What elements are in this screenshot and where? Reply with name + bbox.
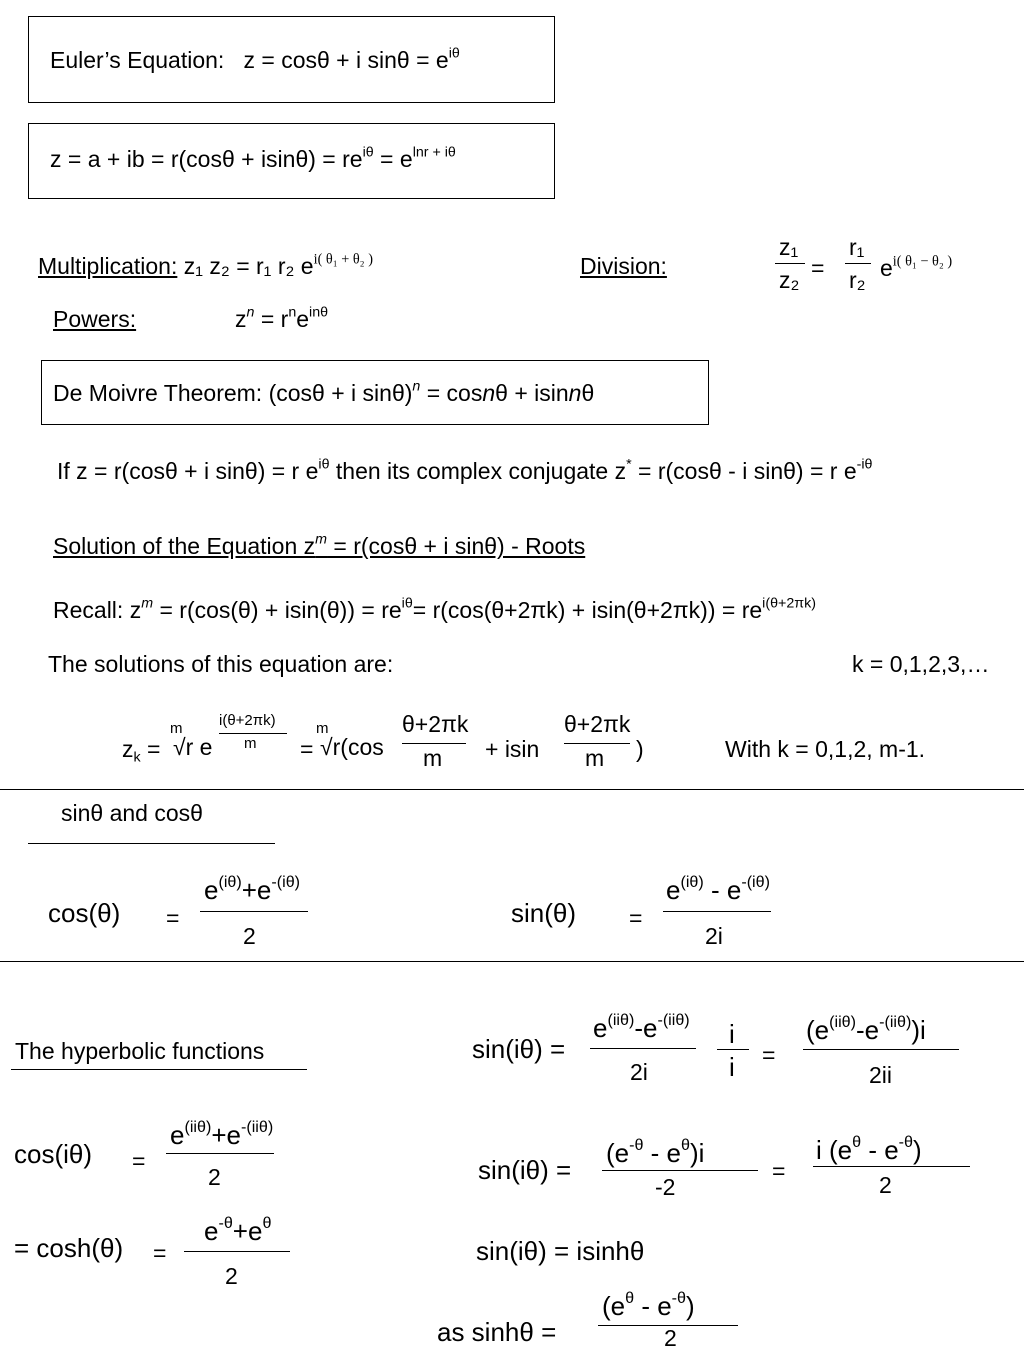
euler-equation (50, 45, 460, 73)
demoivre-end: θ (581, 380, 595, 406)
sincos-title-underline (28, 843, 275, 844)
sin-i-right-num-2: i $(e^\theta - e^{-\theta})$ (816, 1132, 922, 1165)
solution-title-text1: Solution of the Equation z (53, 533, 316, 559)
cosh-equals: = (153, 1240, 167, 1266)
cos-numerator: $e^{(i\theta)}+e^{-(i\theta)}$ (204, 872, 301, 905)
sin-denominator: 2i (705, 923, 723, 949)
recall-text2: = r(cos(θ) + isin(θ)) = re (153, 597, 402, 623)
euler-formula: z = cosθ + i sinθ = e (243, 47, 449, 73)
powers-e: e (296, 306, 310, 332)
demoivre-n1: n (482, 380, 496, 406)
sin-equals: = (629, 905, 643, 931)
roots-frac1-den: m (423, 745, 443, 771)
division-num-r: r₁ (849, 234, 865, 260)
cos-frac-line (200, 911, 308, 912)
recall-line (53, 595, 816, 623)
conjugate-star: * (626, 456, 632, 473)
sincos-title: sinθ and cosθ (61, 800, 203, 826)
roots-frac1-num: θ+2πk (402, 711, 469, 737)
sin-i-label-1: sin(iθ) = (472, 1034, 566, 1064)
sin-i-right-line-1 (803, 1049, 959, 1050)
roots-root-index-1: m (170, 720, 183, 737)
cos-denominator: 2 (243, 923, 256, 949)
conjugate-text2: then its complex conjugate z (329, 458, 627, 484)
sin-frac-line (663, 911, 771, 912)
hyperbolic-title: The hyperbolic functions (15, 1038, 265, 1064)
division-num-z: z₁ (779, 234, 799, 260)
sin-numerator: $e^{(i\theta)} - e^{-(i\theta)}$ (666, 872, 770, 905)
sin-i-right-den-1: 2ii (869, 1062, 893, 1088)
sin-i-frac-line-2 (602, 1170, 758, 1171)
polar-equation (50, 144, 456, 172)
conjugate-line (57, 456, 873, 484)
conjugate-exp1: iθ (318, 456, 330, 473)
cos-i-equals: = (132, 1148, 146, 1174)
division-label: Division: (580, 253, 667, 279)
roots-root-1: √r e (173, 734, 213, 760)
euler-label: Euler’s Equation: (50, 47, 225, 73)
cosh-denominator: 2 (225, 1263, 238, 1289)
cos-i-frac-line (166, 1153, 274, 1154)
sin-i-i-num: i (729, 1019, 735, 1049)
conjugate-text3: = r(cosθ - i sinθ) = r e (631, 458, 857, 484)
cos-i-denominator: 2 (208, 1164, 221, 1190)
division-frac-line-r (845, 263, 871, 264)
powers-label: Powers: (53, 306, 137, 332)
recall-m: m (141, 595, 154, 612)
division-den-r: r₂ (849, 267, 866, 293)
sin-i-denominator-2: -2 (655, 1174, 676, 1200)
demoivre-mid: θ + isin (495, 380, 569, 406)
solution-title-m: m (315, 531, 328, 548)
sin-i-i-den: i (729, 1052, 735, 1082)
solution-title-text2: = r(cosθ + i sinθ) - Roots (327, 533, 586, 559)
cos-i-label: cos(iθ) (14, 1139, 93, 1169)
cosh-frac-line (184, 1251, 290, 1252)
powers-n: n (246, 304, 255, 321)
cosh-numerator: $e^{-\theta}+e^\theta$ (204, 1213, 272, 1246)
conjugate-text1: If z = r(cosθ + i sinθ) = r e (57, 458, 319, 484)
roots-close: ) (636, 736, 644, 762)
powers-formula (235, 304, 329, 332)
sin-i-right-den-2: 2 (879, 1172, 892, 1198)
division-equals: = (811, 255, 825, 281)
cosh-label: = cosh(θ) (14, 1233, 124, 1263)
recall-text3: = r(cos(θ+2πk) + isin(θ+2πk)) = re (412, 597, 763, 623)
conjugate-exp2: -iθ (856, 456, 873, 473)
roots-k: k (133, 749, 141, 766)
sin-i-equals-2: = (772, 1158, 786, 1184)
polar-mid: = e (373, 146, 413, 172)
demoivre-text: De Moivre Theorem: (cosθ + i sinθ) (53, 380, 413, 406)
recall-exp2: i(θ+2πk) (762, 595, 816, 612)
hyperbolic-title-underline (11, 1069, 307, 1070)
roots-with-k: With k = 0,1,2, m-1. (725, 736, 926, 762)
division-exp: i( θ₁ − θ₂ ) (892, 253, 953, 270)
polar-exp2: lnr + iθ (412, 144, 456, 161)
demoivre-exp: n (412, 378, 421, 395)
sin-i-equals-1: = (762, 1042, 776, 1068)
powers-exp: inθ (309, 304, 329, 321)
sin-i-right-line-2 (813, 1166, 970, 1167)
roots-frac2-num: θ+2πk (564, 711, 631, 737)
powers-rn: n (288, 304, 297, 321)
polar-exp1: iθ (362, 144, 374, 161)
sin-label: sin(θ) (511, 898, 577, 928)
sinh-label: as sinhθ = (437, 1317, 557, 1347)
multiplication-label: Multiplication: (38, 253, 178, 279)
division-e: e (880, 255, 893, 281)
sin-i-i-line (717, 1049, 749, 1050)
section-divider-1 (0, 789, 1024, 790)
sinh-denominator: 2 (664, 1325, 677, 1351)
section-divider-2 (0, 961, 1024, 962)
multiplication-line (38, 251, 373, 279)
division-den-z: z₂ (779, 267, 800, 293)
roots-exp-frac-line (219, 733, 287, 734)
k-range: k = 0,1,2,3,… (852, 651, 990, 677)
recall-text1: Recall: z (53, 597, 142, 623)
solutions-line: The solutions of this equation are: (48, 651, 394, 677)
sinh-relation: sin(iθ) = isinhθ (476, 1236, 645, 1266)
roots-frac2-den: m (585, 745, 605, 771)
roots-root-index-2: m (316, 720, 329, 737)
roots-eq1: = (140, 736, 161, 762)
powers-eq: = r (254, 306, 289, 332)
demoivre-rest: = cos (420, 380, 483, 406)
division-exponential (880, 253, 953, 281)
multiplication-formula: z₁ z₂ = r₁ r₂ e (183, 253, 314, 279)
roots-exp-den: m (244, 735, 257, 752)
sin-i-denominator-1: 2i (630, 1059, 648, 1085)
sin-i-right-num-1: $(e^{(ii\theta)}-e^{-(ii\theta)})i$ (806, 1012, 926, 1045)
euler-exp: iθ (448, 45, 460, 62)
sin-i-numerator-1: $e^{(ii\theta)}-e^{-(ii\theta)}$ (593, 1010, 690, 1043)
roots-eq2: = (300, 736, 314, 762)
sinh-numerator: $(e^\theta - e^{-\theta})$ (602, 1288, 695, 1321)
powers-z: z (235, 306, 247, 332)
sin-i-label-2: sin(iθ) = (478, 1155, 572, 1185)
cos-i-numerator: $e^{(ii\theta)}+e^{-(ii\theta)}$ (170, 1117, 274, 1150)
demoivre-n2: n (568, 380, 582, 406)
cos-label: cos(θ) (48, 898, 121, 928)
solution-title (53, 531, 586, 559)
demoivre-theorem (53, 378, 595, 406)
sin-i-frac-line-1 (590, 1048, 696, 1049)
roots-frac1-line (402, 743, 466, 744)
polar-formula: z = a + ib = r(cosθ + isinθ) = re (50, 146, 363, 172)
roots-isin: + isin (485, 736, 540, 762)
sin-i-numerator-2: $(e^{-\theta} - e^\theta)i$ (606, 1135, 705, 1168)
division-frac-line-z (775, 263, 805, 264)
roots-zk (122, 736, 161, 766)
roots-frac2-line (564, 743, 630, 744)
cos-equals: = (166, 905, 180, 931)
roots-root-2: √r(cos (320, 734, 384, 760)
recall-exp1: iθ (401, 595, 413, 612)
roots-z: z (122, 736, 134, 762)
roots-exp-num: i(θ+2πk) (219, 712, 276, 729)
multiplication-exp: i( θ₁ + θ₂ ) (313, 251, 373, 268)
